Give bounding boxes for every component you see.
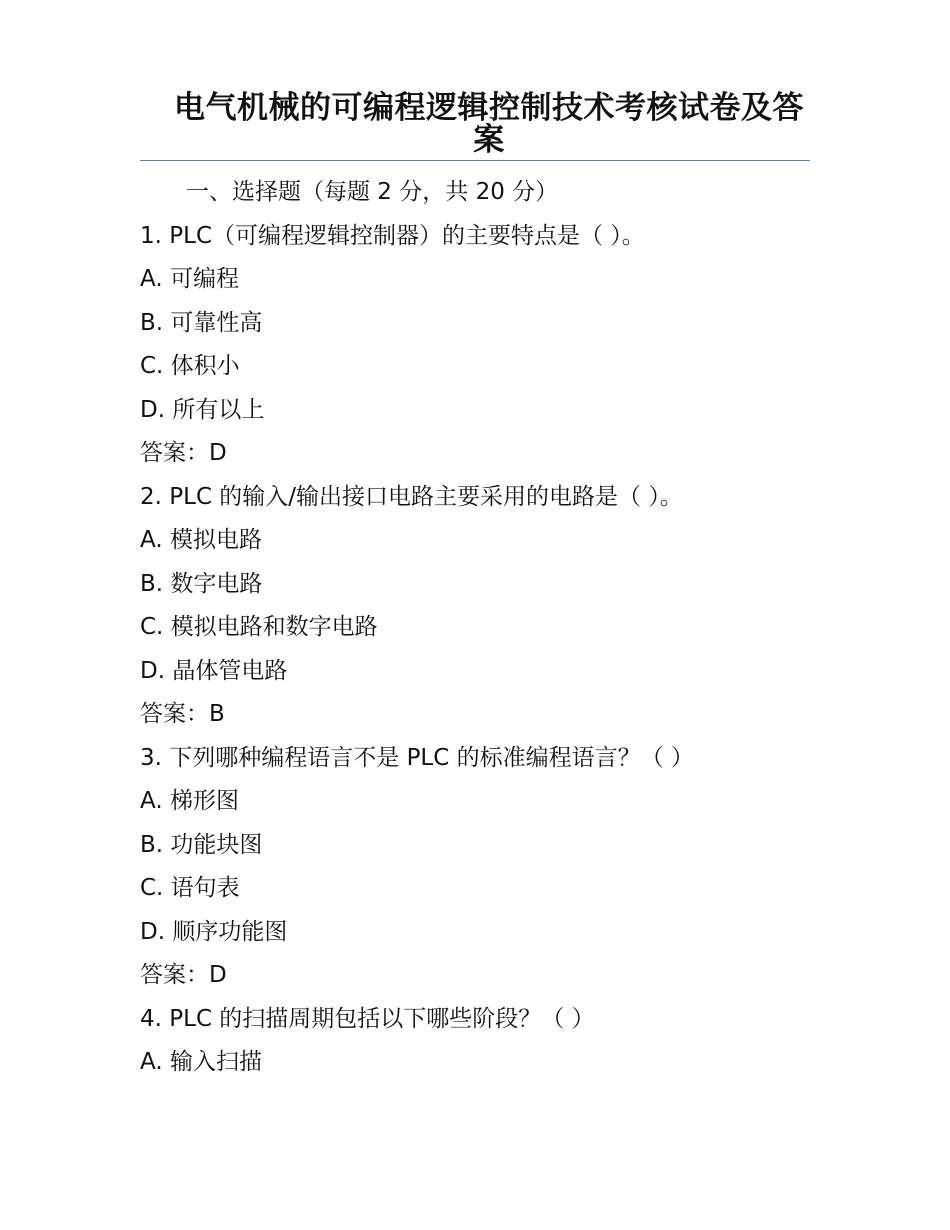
option-a: A. 模拟电路: [140, 527, 262, 553]
option-b: B. 数字电路: [140, 570, 263, 597]
question-stem: 3. 下列哪种编程语言不是 PLC 的标准编程语言？（ ）: [140, 744, 694, 771]
option-b: B. 可靠性高: [140, 309, 263, 336]
answer-line: 答案：D: [140, 440, 227, 466]
question-3: [140, 737, 810, 998]
option-d: D. 顺序功能图: [140, 918, 288, 945]
question-stem: 1. PLC（可编程逻辑控制器）的主要特点是（ ）。: [140, 222, 645, 249]
title-underline: [140, 160, 810, 161]
question-1: [140, 215, 810, 476]
option-a: A. 梯形图: [140, 788, 239, 814]
option-c: C. 语句表: [140, 875, 240, 901]
document-title: 电气机械的可编程逻辑控制技术考核试卷及答案: [174, 90, 804, 158]
question-stem: 2. PLC 的输入/输出接口电路主要采用的电路是（ ）。: [140, 483, 683, 510]
option-b: B. 功能块图: [140, 831, 263, 858]
option-a: A. 输入扫描: [140, 1049, 262, 1075]
document-body: [140, 171, 810, 1085]
answer-line: 答案：B: [140, 701, 225, 727]
question-2: [140, 476, 810, 737]
option-c: C. 体积小: [140, 353, 240, 379]
option-a: A. 可编程: [140, 266, 239, 292]
section-heading: 一、选择题（每题 2 分，共 20 分）: [186, 179, 559, 205]
question-stem: 4. PLC 的扫描周期包括以下哪些阶段？（ ）: [140, 1005, 595, 1032]
option-d: D. 所有以上: [140, 396, 265, 423]
answer-line: 答案：D: [140, 962, 227, 988]
option-d: D. 晶体管电路: [140, 657, 288, 684]
question-4: [140, 998, 810, 1085]
option-c: C. 模拟电路和数字电路: [140, 614, 378, 640]
